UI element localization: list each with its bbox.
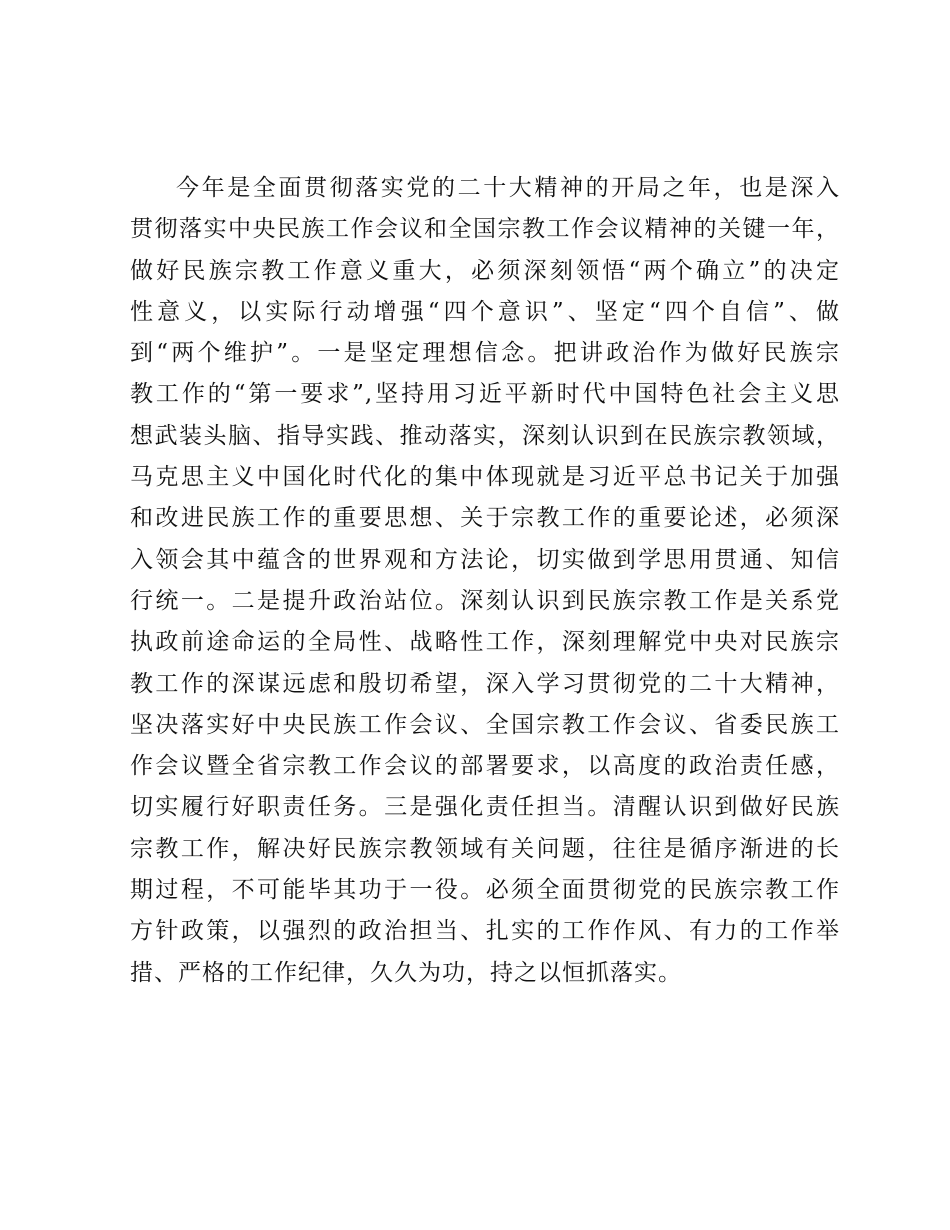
paragraph-line: 马克思主义中国化时代化的集中体现就是习近平总书记关于加强: [130, 464, 840, 491]
paragraph-line: 期过程，不可能毕其功于一役。必须全面贯彻党的民族宗教工作: [130, 877, 840, 904]
paragraph-line: 今年是全面贯彻落实党的二十大精神的开局之年，也是深入: [176, 175, 840, 201]
paragraph-line: 执政前途命运的全局性、战略性工作，深刻理解党中央对民族宗: [130, 629, 840, 656]
paragraph-line: 和改进民族工作的重要思想、关于宗教工作的重要论述，必须深: [130, 505, 840, 532]
paragraph-line: 性意义，以实际行动增强“四个意识”、坚定“四个自信”、做: [130, 298, 840, 325]
paragraph-line: 做好民族宗教工作意义重大，必须深刻领悟“两个确立”的决定: [130, 257, 840, 284]
paragraph-line: 坚决落实好中央民族工作会议、全国宗教工作会议、省委民族工: [130, 711, 840, 738]
body-paragraph: [130, 168, 840, 994]
paragraph-line: 入领会其中蕴含的世界观和方法论，切实做到学思用贯通、知信: [130, 546, 840, 573]
paragraph-line: 想武装头脑、指导实践、推动落实，深刻认识到在民族宗教领域，: [130, 422, 840, 449]
paragraph-line: 贯彻落实中央民族工作会议和全国宗教工作会议精神的关键一年，: [130, 216, 840, 243]
paragraph-line: 到“两个维护”。一是坚定理想信念。把讲政治作为做好民族宗: [130, 340, 840, 367]
paragraph-line: 切实履行好职责任务。三是强化责任担当。清醒认识到做好民族: [130, 794, 840, 821]
paragraph-line: 宗教工作，解决好民族宗教领域有关问题，往往是循序渐进的长: [130, 835, 840, 862]
paragraph-line: 作会议暨全省宗教工作会议的部署要求，以高度的政治责任感，: [130, 753, 840, 780]
paragraph-line: 方针政策，以强烈的政治担当、扎实的工作作风、有力的工作举: [130, 918, 840, 945]
paragraph-line: 措、严格的工作纪律，久久为功，持之以恒抓落实。: [130, 959, 682, 986]
paragraph-line: 教工作的“第一要求”,坚持用习近平新时代中国特色社会主义思: [130, 381, 840, 408]
paragraph-line: 行统一。二是提升政治站位。深刻认识到民族宗教工作是关系党: [130, 587, 840, 614]
paragraph-line: 教工作的深谋远虑和殷切希望，深入学习贯彻党的二十大精神，: [130, 670, 840, 697]
